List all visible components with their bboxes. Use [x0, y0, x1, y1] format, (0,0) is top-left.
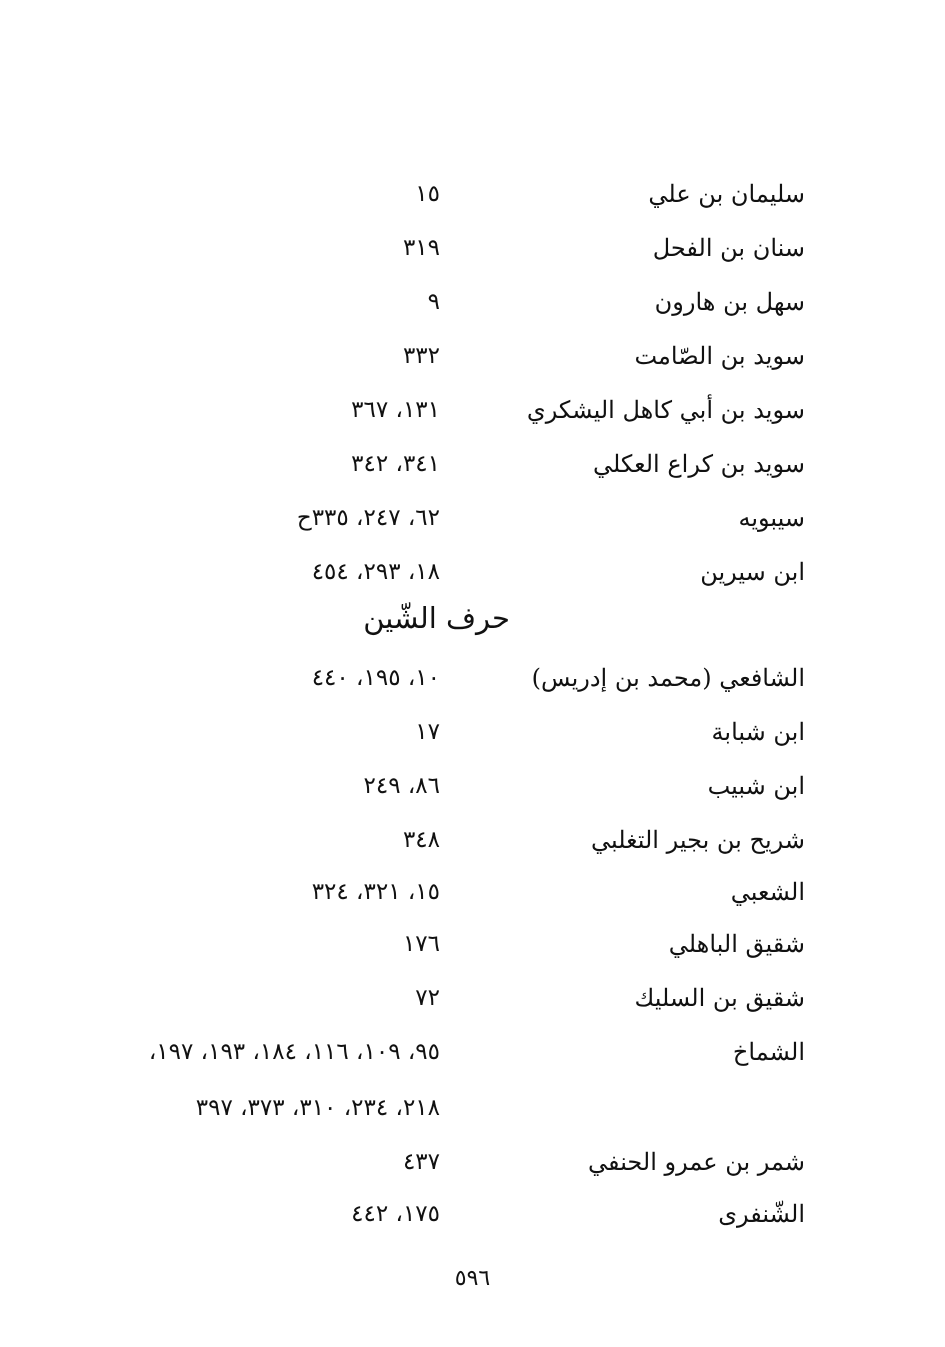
entry-pages: ٩: [427, 289, 440, 315]
entry-name: ابن سيرين: [700, 558, 805, 586]
index-entry: [0, 658, 945, 698]
index-entry: [0, 1032, 945, 1072]
entry-name: ابن شبابة: [711, 718, 805, 746]
index-entry: [0, 552, 945, 592]
entry-name: شمر بن عمرو الحنفي: [588, 1148, 805, 1176]
entry-pages: ١٣١، ٣٦٧: [351, 397, 440, 423]
entry-name: الشماخ: [732, 1038, 805, 1066]
index-entry: [0, 766, 945, 806]
index-entry: [0, 174, 945, 214]
entry-pages: ٣٣٢: [402, 343, 440, 369]
entry-pages: ٦٢، ٢٤٧، ٣٣٥ح: [296, 505, 440, 531]
entry-pages: ١٥، ٣٢١، ٣٢٤: [311, 879, 440, 905]
entry-pages: ١٠، ١٩٥، ٤٤٠: [311, 665, 440, 691]
index-entry: [0, 498, 945, 538]
index-entry: [0, 872, 945, 912]
entry-name: سنان بن الفحل: [652, 234, 805, 262]
entry-name: الشافعي (محمد بن إدريس): [531, 664, 805, 692]
index-entry: [0, 712, 945, 752]
entry-pages: ٧٢: [415, 985, 440, 1011]
entry-pages: ٨٦، ٢٤٩: [363, 773, 440, 799]
entry-name: سويد بن أبي كاهل اليشكري: [526, 396, 805, 424]
entry-pages: ٤٣٧: [402, 1149, 440, 1175]
page-number: ٥٩٦: [454, 1266, 491, 1291]
entry-name: الشّنفرى: [718, 1200, 805, 1228]
index-entry: [0, 978, 945, 1018]
entry-pages: ١٧٥، ٤٤٢: [351, 1201, 440, 1227]
index-entry: [0, 820, 945, 860]
section-heading-text: حرف الشّين: [363, 601, 510, 635]
entry-name: شقيق الباهلي: [668, 930, 805, 958]
entry-name: شقيق بن السليك: [634, 984, 805, 1012]
index-entry-continuation: [0, 1088, 945, 1128]
entry-pages: ٩٥، ١٠٩، ١١٦، ١٨٤، ١٩٣، ١٩٧،: [148, 1039, 440, 1065]
index-entry: [0, 390, 945, 430]
entry-name: سويد بن كراع العكلي: [592, 450, 805, 478]
index-entry: [0, 336, 945, 376]
entry-name: سليمان بن علي: [648, 180, 805, 208]
entry-name: ابن شبيب: [707, 772, 805, 800]
index-entry: [0, 282, 945, 322]
entry-name: شريح بن بجير التغلبي: [590, 826, 805, 854]
entry-name: سهل بن هارون: [654, 288, 805, 316]
entry-pages: ٣٤١، ٣٤٢: [351, 451, 440, 477]
entry-pages-continuation: ٢١٨، ٢٣٤، ٣١٠، ٣٧٣، ٣٩٧: [195, 1095, 440, 1121]
index-entry: [0, 924, 945, 964]
entry-name: سيبويه: [738, 504, 805, 532]
index-entry: [0, 1142, 945, 1182]
section-heading: [0, 596, 945, 640]
entry-pages: ٣١٩: [402, 235, 440, 261]
entry-pages: ١٨، ٢٩٣، ٤٥٤: [311, 559, 440, 585]
entry-pages: ١٧: [415, 719, 440, 745]
index-entry: [0, 444, 945, 484]
index-entry: [0, 228, 945, 268]
index-entry: [0, 1194, 945, 1234]
entry-name: الشعبي: [730, 878, 805, 906]
entry-pages: ١٥: [415, 181, 440, 207]
entry-name: سويد بن الصّامت: [634, 342, 805, 370]
entry-pages: ١٧٦: [402, 931, 440, 957]
entry-pages: ٣٤٨: [402, 827, 440, 853]
